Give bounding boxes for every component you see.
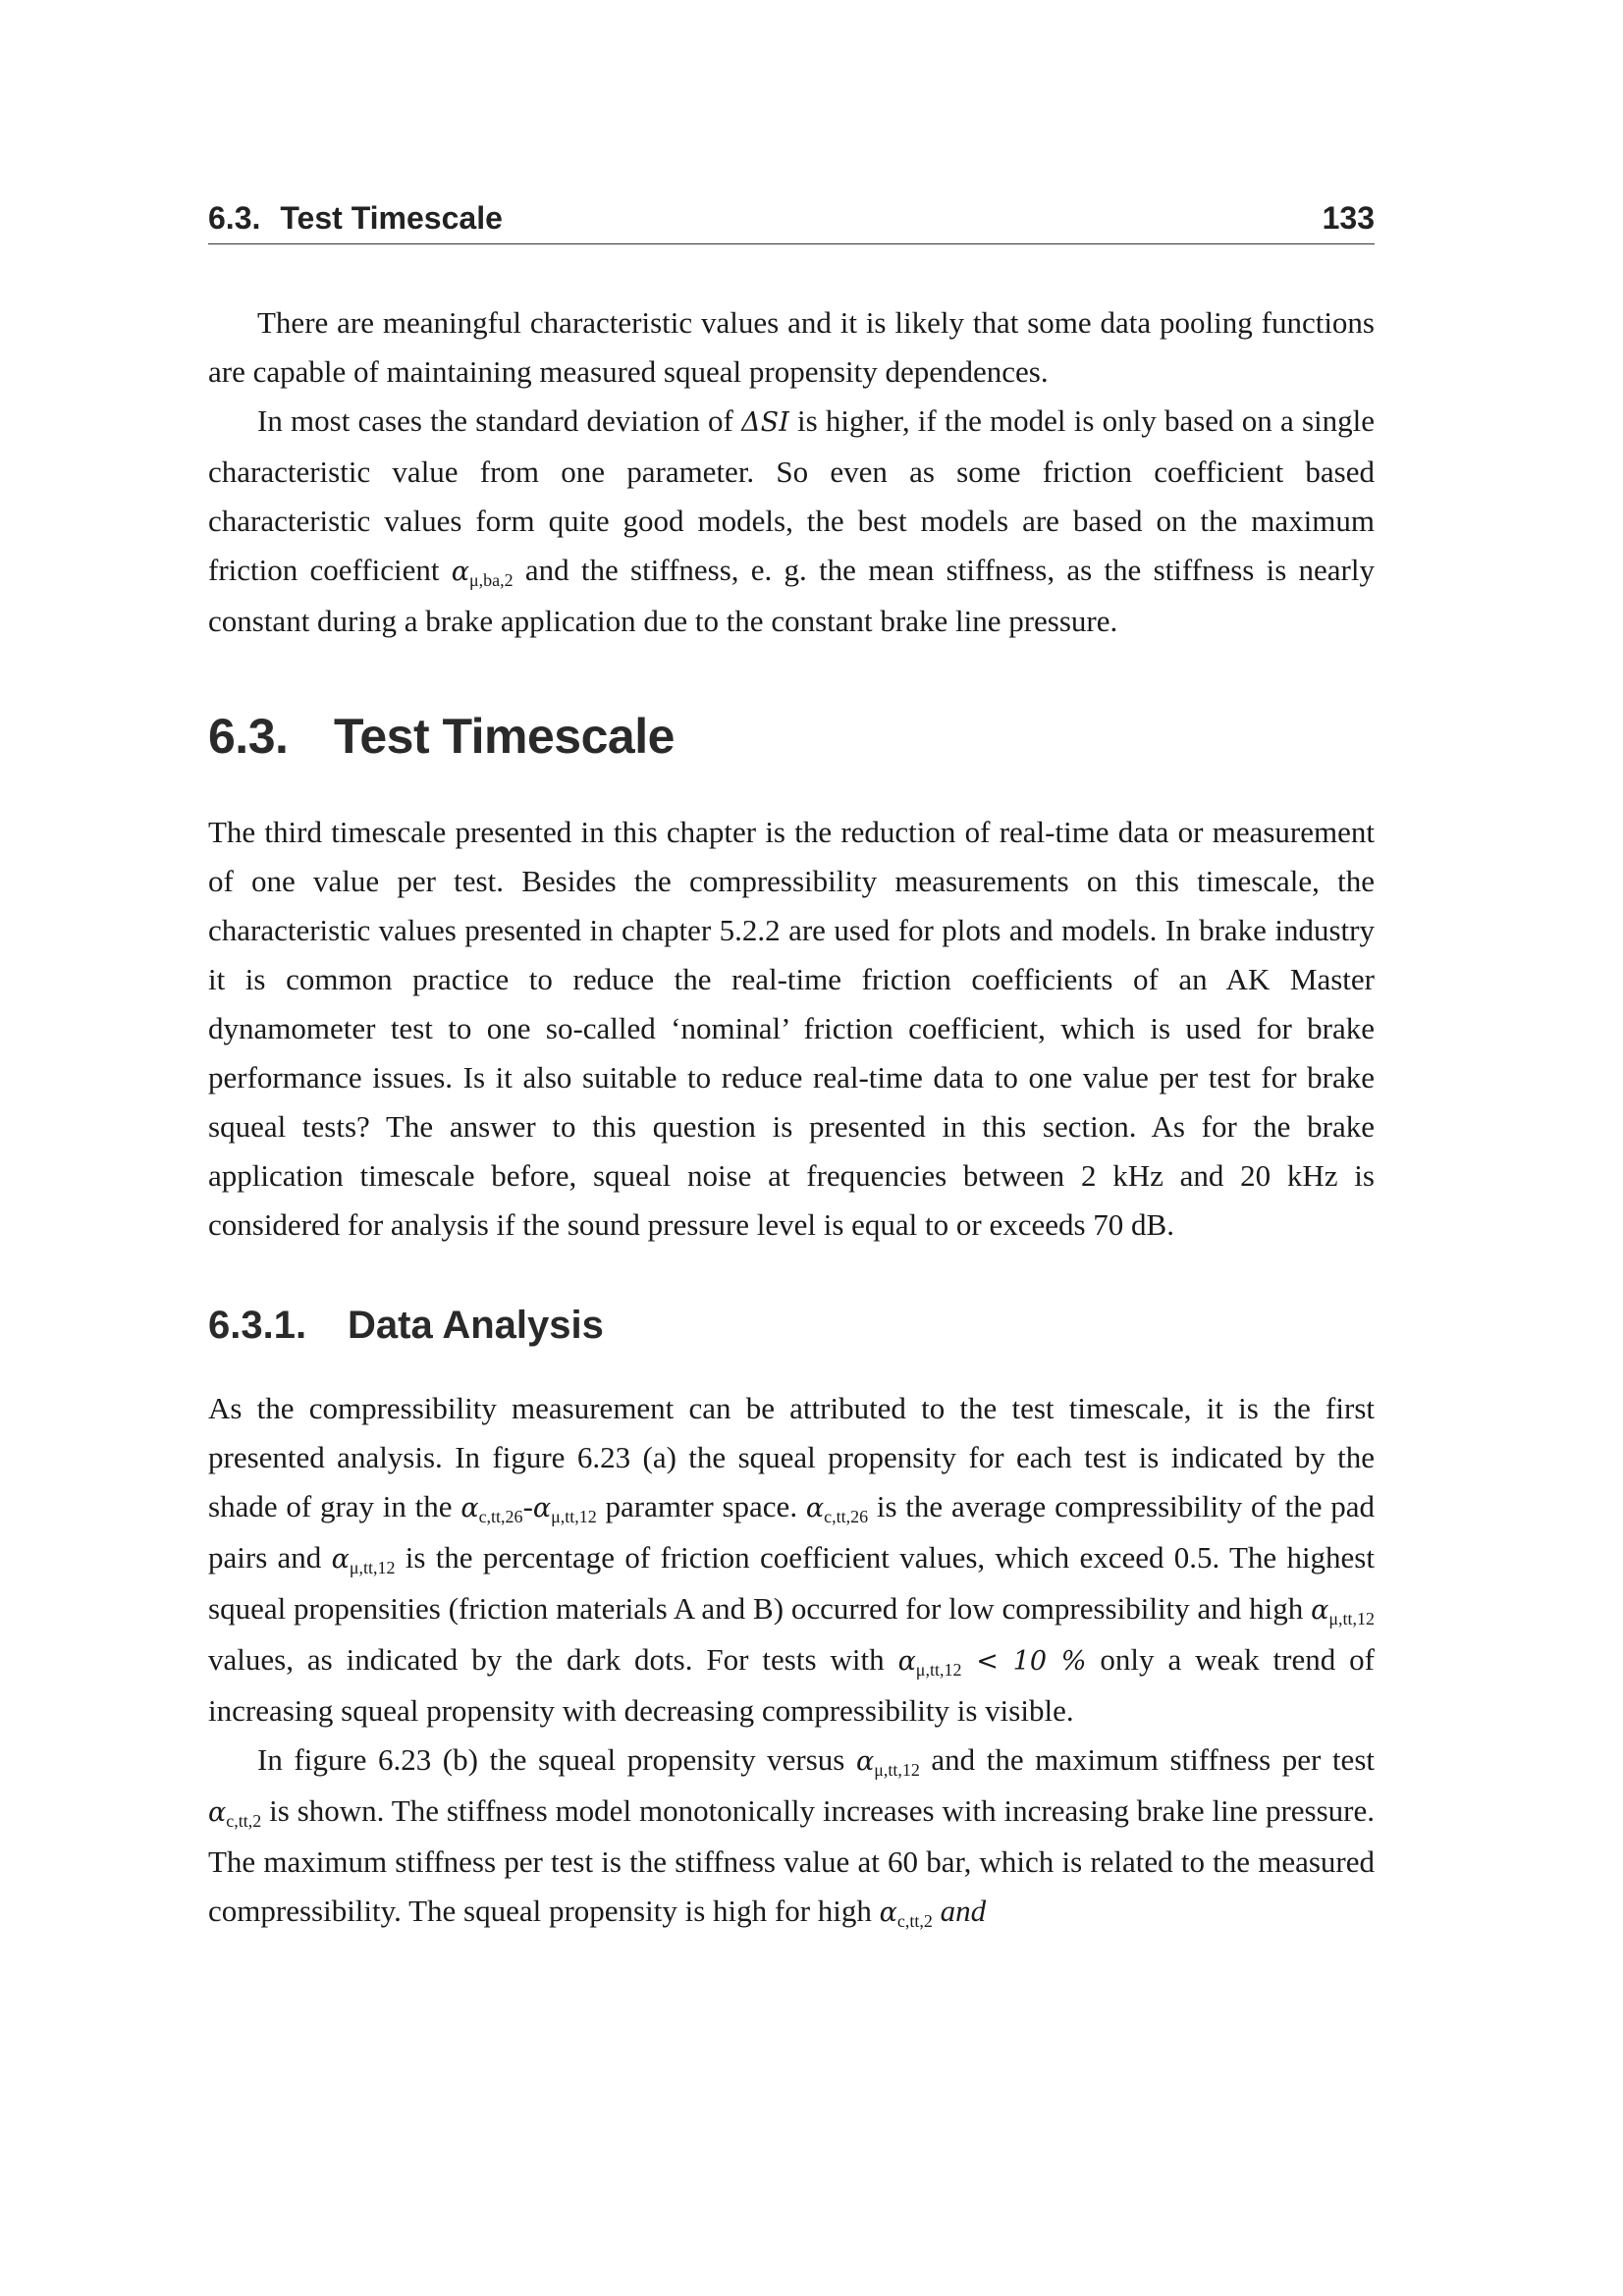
section-body	[208, 808, 1375, 1250]
subsection-number: 6.3.1.	[208, 1304, 307, 1347]
subsection-paragraph-1: As the compressibility measurement can be attributed to the test timescale, it is the first presented analysis. In figure 6.23 (a) the squeal propensity for each test is indicated by the shade of gray in the $\alpha_{c,tt,26}-\alpha_{\mu,tt,12}$ paramter space. $\alpha_{c,tt,26}$ is the average compressibility of the pad pairs and $\alpha_{\mu,tt,12}$ is the percentage of friction coefficient values, which exceed 0.5. The highest squeal propensities (friction materials A and B) occurred for low compressibility and high $\alpha_{\mu,tt,12}$ values, as indicated by the dark dots. For tests with $\alpha_{\mu,tt,12} < 10$ % only a weak trend of increasing squeal propensity with decreasing compressibility is visible.	[208, 1391, 1375, 1728]
intro-block	[208, 298, 1375, 646]
section-heading	[208, 708, 1375, 765]
running-header	[208, 200, 1375, 244]
section-paragraph-1: The third timescale presented in this chapter is the reduction of real-time data or measurement of one value per test. Besides the compressibility measurements on this timescale, the characteristic values presented in chapter 5.2.2 are used for plots and models. In brake industry it is common practice to reduce the real-time friction coefficients of an AK Master dynamometer test to one so-called ‘nominal’ friction coefficient, which is used for brake performance issues. Is it also suitable to reduce real-time data to one value per test for brake squeal tests? The answer to this question is presented in this section. As for the brake application timescale before, squeal noise at frequencies between 2 kHz and 20 kHz is considered for analysis if the sound pressure level is equal to or exceeds 70 dB.	[208, 815, 1375, 1242]
subsection-heading	[208, 1304, 1375, 1348]
section-number: 6.3.	[208, 709, 289, 764]
running-header-number: 6.3.	[208, 200, 261, 236]
section-title: Test Timescale	[334, 709, 675, 764]
subsection-title: Data Analysis	[348, 1304, 604, 1347]
running-header-title: Test Timescale	[280, 200, 503, 236]
subsection-body	[208, 1384, 1375, 1938]
intro-paragraph-1: There are meaningful characteristic values and it is likely that some data pooling functions are capable of maintaining measured squeal propensity dependences.	[208, 305, 1375, 389]
running-header-section	[208, 200, 503, 237]
page-number: 133	[1322, 200, 1375, 236]
intro-paragraph-2: In most cases the standard deviation of ΔSI is higher, if the model is only based on a single characteristic value from one parameter. So even as some friction coefficient based characteristic values form quite good models, the best models are based on the maximum friction coefficient $\alpha_{\mu,ba,2}$ and the stiffness, e. g. the mean stiffness, as the stiffness is nearly constant during a brake application due to the constant brake line pressure.	[208, 403, 1376, 638]
delta-si-symbol: ΔSI	[741, 407, 789, 438]
subsection-paragraph-2: In figure 6.23 (b) the squeal propensity versus $\alpha_{\mu,tt,12}$ and the maximum stiffness per test $\alpha_{c,tt,2}$ is shown. The stiffness model monotonically increases with increasing brake line pressure. The maximum stiffness per test is the stiffness value at 60 bar, which is related to the measured compressibility. The squeal propensity is high for high $\alpha_{c,tt,2}$ and	[208, 1742, 1375, 1931]
